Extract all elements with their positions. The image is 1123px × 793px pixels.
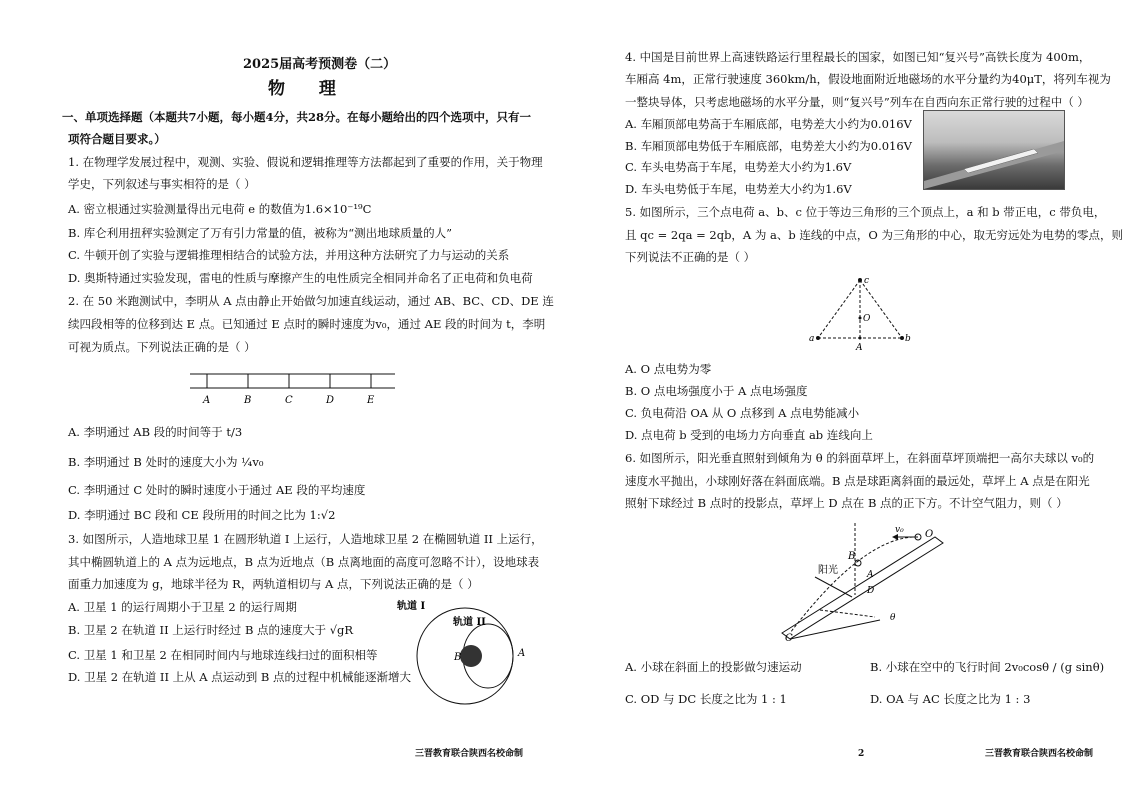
q2-option-d: D. 李明通过 BC 段和 CE 段所用的时间之比为 1:√2 (68, 508, 336, 522)
charge-triangle-diagram (805, 272, 915, 352)
q2-option-a: A. 李明通过 AB 段的时间等于 t/3 (68, 425, 243, 439)
orbit-1-label: 轨道 I (397, 601, 426, 612)
charge-label-a: a (809, 334, 815, 344)
orbit-point-b: B (454, 652, 462, 663)
footer-left: 三晋教育联合陕西名校命制 (415, 749, 524, 759)
q1-option-a: A. 密立根通过实验测量得出元电荷 e 的数值为1.6×10⁻¹⁹C (68, 202, 372, 216)
q6-option-d: D. OA 与 AC 长度之比为 1 : 3 (870, 692, 1031, 706)
train-photo (923, 110, 1065, 190)
q4-stem-cont2: 一整块导体，只考虑地磁场的水平分量，则“复兴号”列车在自西向东正常行驶的过程中（ ） (625, 95, 1089, 109)
q2-stem-cont2: 可视为质点。下列说法正确的是（ ） (68, 340, 256, 354)
q5-option-d: D. 点电荷 b 受到的电场力方向垂直 ab 连线向上 (625, 428, 873, 442)
q1-option-d: D. 奥斯特通过实验发现，雷电的性质与摩擦产生的电性质完全相同并命名了正电荷和负电荷 (68, 271, 533, 285)
track-label-e: E (367, 395, 375, 406)
q6-option-c: C. OD 与 DC 长度之比为 1 : 1 (625, 692, 787, 706)
q6-option-b: B. 小球在空中的飞行时间 2v₀cosθ / (g sinθ) (870, 660, 1105, 674)
q3-option-b: B. 卫星 2 在轨道 II 上运行时经过 B 点的速度大于 √gR (68, 623, 354, 637)
charge-label-midpoint: A (856, 343, 863, 352)
q6-stem: 6. 如图所示，阳光垂直照射到倾角为 θ 的斜面草坪上，在斜面草坪顶端把一高尔夫球以 v₀的 (625, 451, 1095, 465)
q4-option-b: B. 车厢顶部电势低于车厢底部，电势差大小约为0.016V (625, 139, 912, 153)
section-heading-cont: 项符合题目要求。） (68, 132, 166, 146)
track-label-a: A (203, 395, 211, 406)
track-label-d: D (326, 395, 335, 406)
golf-label-b: B (848, 551, 856, 562)
page-number: 2 (858, 749, 865, 759)
golf-label-theta: θ (890, 613, 896, 623)
q5-option-b: B. O 点电场强度小于 A 点电场强度 (625, 384, 808, 398)
q5-option-a: A. O 点电势为零 (625, 362, 712, 376)
q4-stem: 4. 中国是目前世界上高速铁路运行里程最长的国家，如图已知“复兴号”高铁长度为 400m， (625, 50, 1091, 64)
q4-option-c: C. 车头电势高于车尾，电势差大小约为1.6V (625, 160, 852, 174)
q6-option-a: A. 小球在斜面上的投影做匀速运动 (625, 660, 802, 674)
q2-option-b: B. 李明通过 B 处时的速度大小为 ¼v₀ (68, 455, 264, 469)
q1-stem: 1. 在物理学发展过程中，观测、实验、假说和逻辑推理等方法都起到了重要的作用，关于物理 (68, 155, 543, 169)
golf-label-o: O (925, 529, 934, 540)
golf-label-d: D (867, 586, 875, 596)
golf-label-a: A (867, 570, 874, 580)
q1-option-c: C. 牛顿开创了实验与逻辑推理相结合的试验方法，并用这种方法研究了力与运动的关系 (68, 248, 510, 262)
q4-option-a: A. 车厢顶部电势高于车厢底部，电势差大小约为0.016V (625, 117, 912, 131)
orbit-diagram (385, 594, 535, 709)
track-label-c: C (285, 395, 293, 406)
q6-stem-cont: 速度水平抛出，小球刚好落在斜面底端。B 点是球距离斜面的最远处，草坪上 A 点是在阳光 (625, 474, 1090, 488)
q5-stem-cont2: 下列说法不正确的是（ ） (625, 250, 756, 264)
golf-slope-diagram (770, 515, 950, 645)
q5-stem: 5. 如图所示，三个点电荷 a、b、c 位于等边三角形的三个顶点上，a 和 b 带正电，c 带负电， (625, 205, 1106, 219)
q2-stem-cont: 续四段相等的位移到达 E 点。已知通过 E 点时的瞬时速度为v₀，通过 AE 段的时间为 t，李明 (68, 317, 546, 331)
q3-option-d: D. 卫星 2 在轨道 II 上从 A 点运动到 B 点的过程中机械能逐渐增大 (68, 670, 412, 684)
section-heading: 一、单项选择题（本题共7小题，每小题4分，共28分。在每小题给出的四个选项中，只有一 (62, 110, 532, 124)
q3-option-c: C. 卫星 1 和卫星 2 在相同时间内与地球连线扫过的面积相等 (68, 648, 378, 662)
q4-stem-cont: 车厢高 4m，正常行驶速度 360km/h，假设地面附近地磁场的水平分量约为40μT，将列车视为 (625, 72, 1111, 86)
orbit-point-a: A (518, 648, 526, 659)
q5-option-c: C. 负电荷沿 OA 从 O 点移到 A 点电势能减小 (625, 406, 860, 420)
q1-stem-cont: 学史，下列叙述与事实相符的是（ ） (68, 177, 256, 191)
track-label-b: B (244, 395, 252, 406)
q6-stem-cont2: 照射下球经过 B 点时的投影点，草坪上 D 点在 B 点的正下方。不计空气阻力，则（ ） (625, 496, 1068, 510)
q5-stem-cont: 且 qc = 2qa = 2qb，A 为 a、b 连线的中点，O 为三角形的中心，取无穷远处为电势的零点，则 (625, 228, 1123, 242)
golf-label-sunlight: 阳光 (818, 565, 838, 576)
footer-right: 三晋教育联合陕西名校命制 (985, 749, 1094, 759)
charge-label-c: c (864, 276, 870, 286)
q2-option-c: C. 李明通过 C 处时的瞬时速度小于通过 AE 段的平均速度 (68, 483, 366, 497)
track-diagram (185, 372, 400, 408)
q4-option-d: D. 车头电势低于车尾，电势差大小约为1.6V (625, 182, 852, 196)
charge-label-b: b (905, 334, 911, 344)
q3-option-a: A. 卫星 1 的运行周期小于卫星 2 的运行周期 (68, 600, 297, 614)
q3-stem-cont: 其中椭圆轨道上的 A 点为远地点，B 点为近地点（B 点离地面的高度可忽略不计），设地球表 (68, 555, 540, 569)
q3-stem: 3. 如图所示，人造地球卫星 1 在圆形轨道 I 上运行，人造地球卫星 2 在椭圆轨道 II 上运行， (68, 532, 543, 546)
golf-label-c: C (785, 633, 793, 644)
charge-label-o: O (863, 314, 871, 324)
q1-option-b: B. 库仑利用扭秤实验测定了万有引力常量的值，被称为“测出地球质量的人” (68, 226, 453, 240)
q3-stem-cont2: 面重力加速度为 g，地球半径为 R，两轨道相切与 A 点，下列说法正确的是（ ） (68, 577, 479, 591)
orbit-2-label: 轨道 II (453, 617, 486, 628)
subject-title: 物 理 (268, 79, 350, 99)
exam-title: 2025届高考预测卷（二） (243, 57, 397, 72)
golf-label-v0: v₀ (895, 525, 904, 535)
q2-stem: 2. 在 50 米跑测试中，李明从 A 点由静止开始做匀加速直线运动，通过 AB、BC、CD、DE 连 (68, 294, 554, 308)
